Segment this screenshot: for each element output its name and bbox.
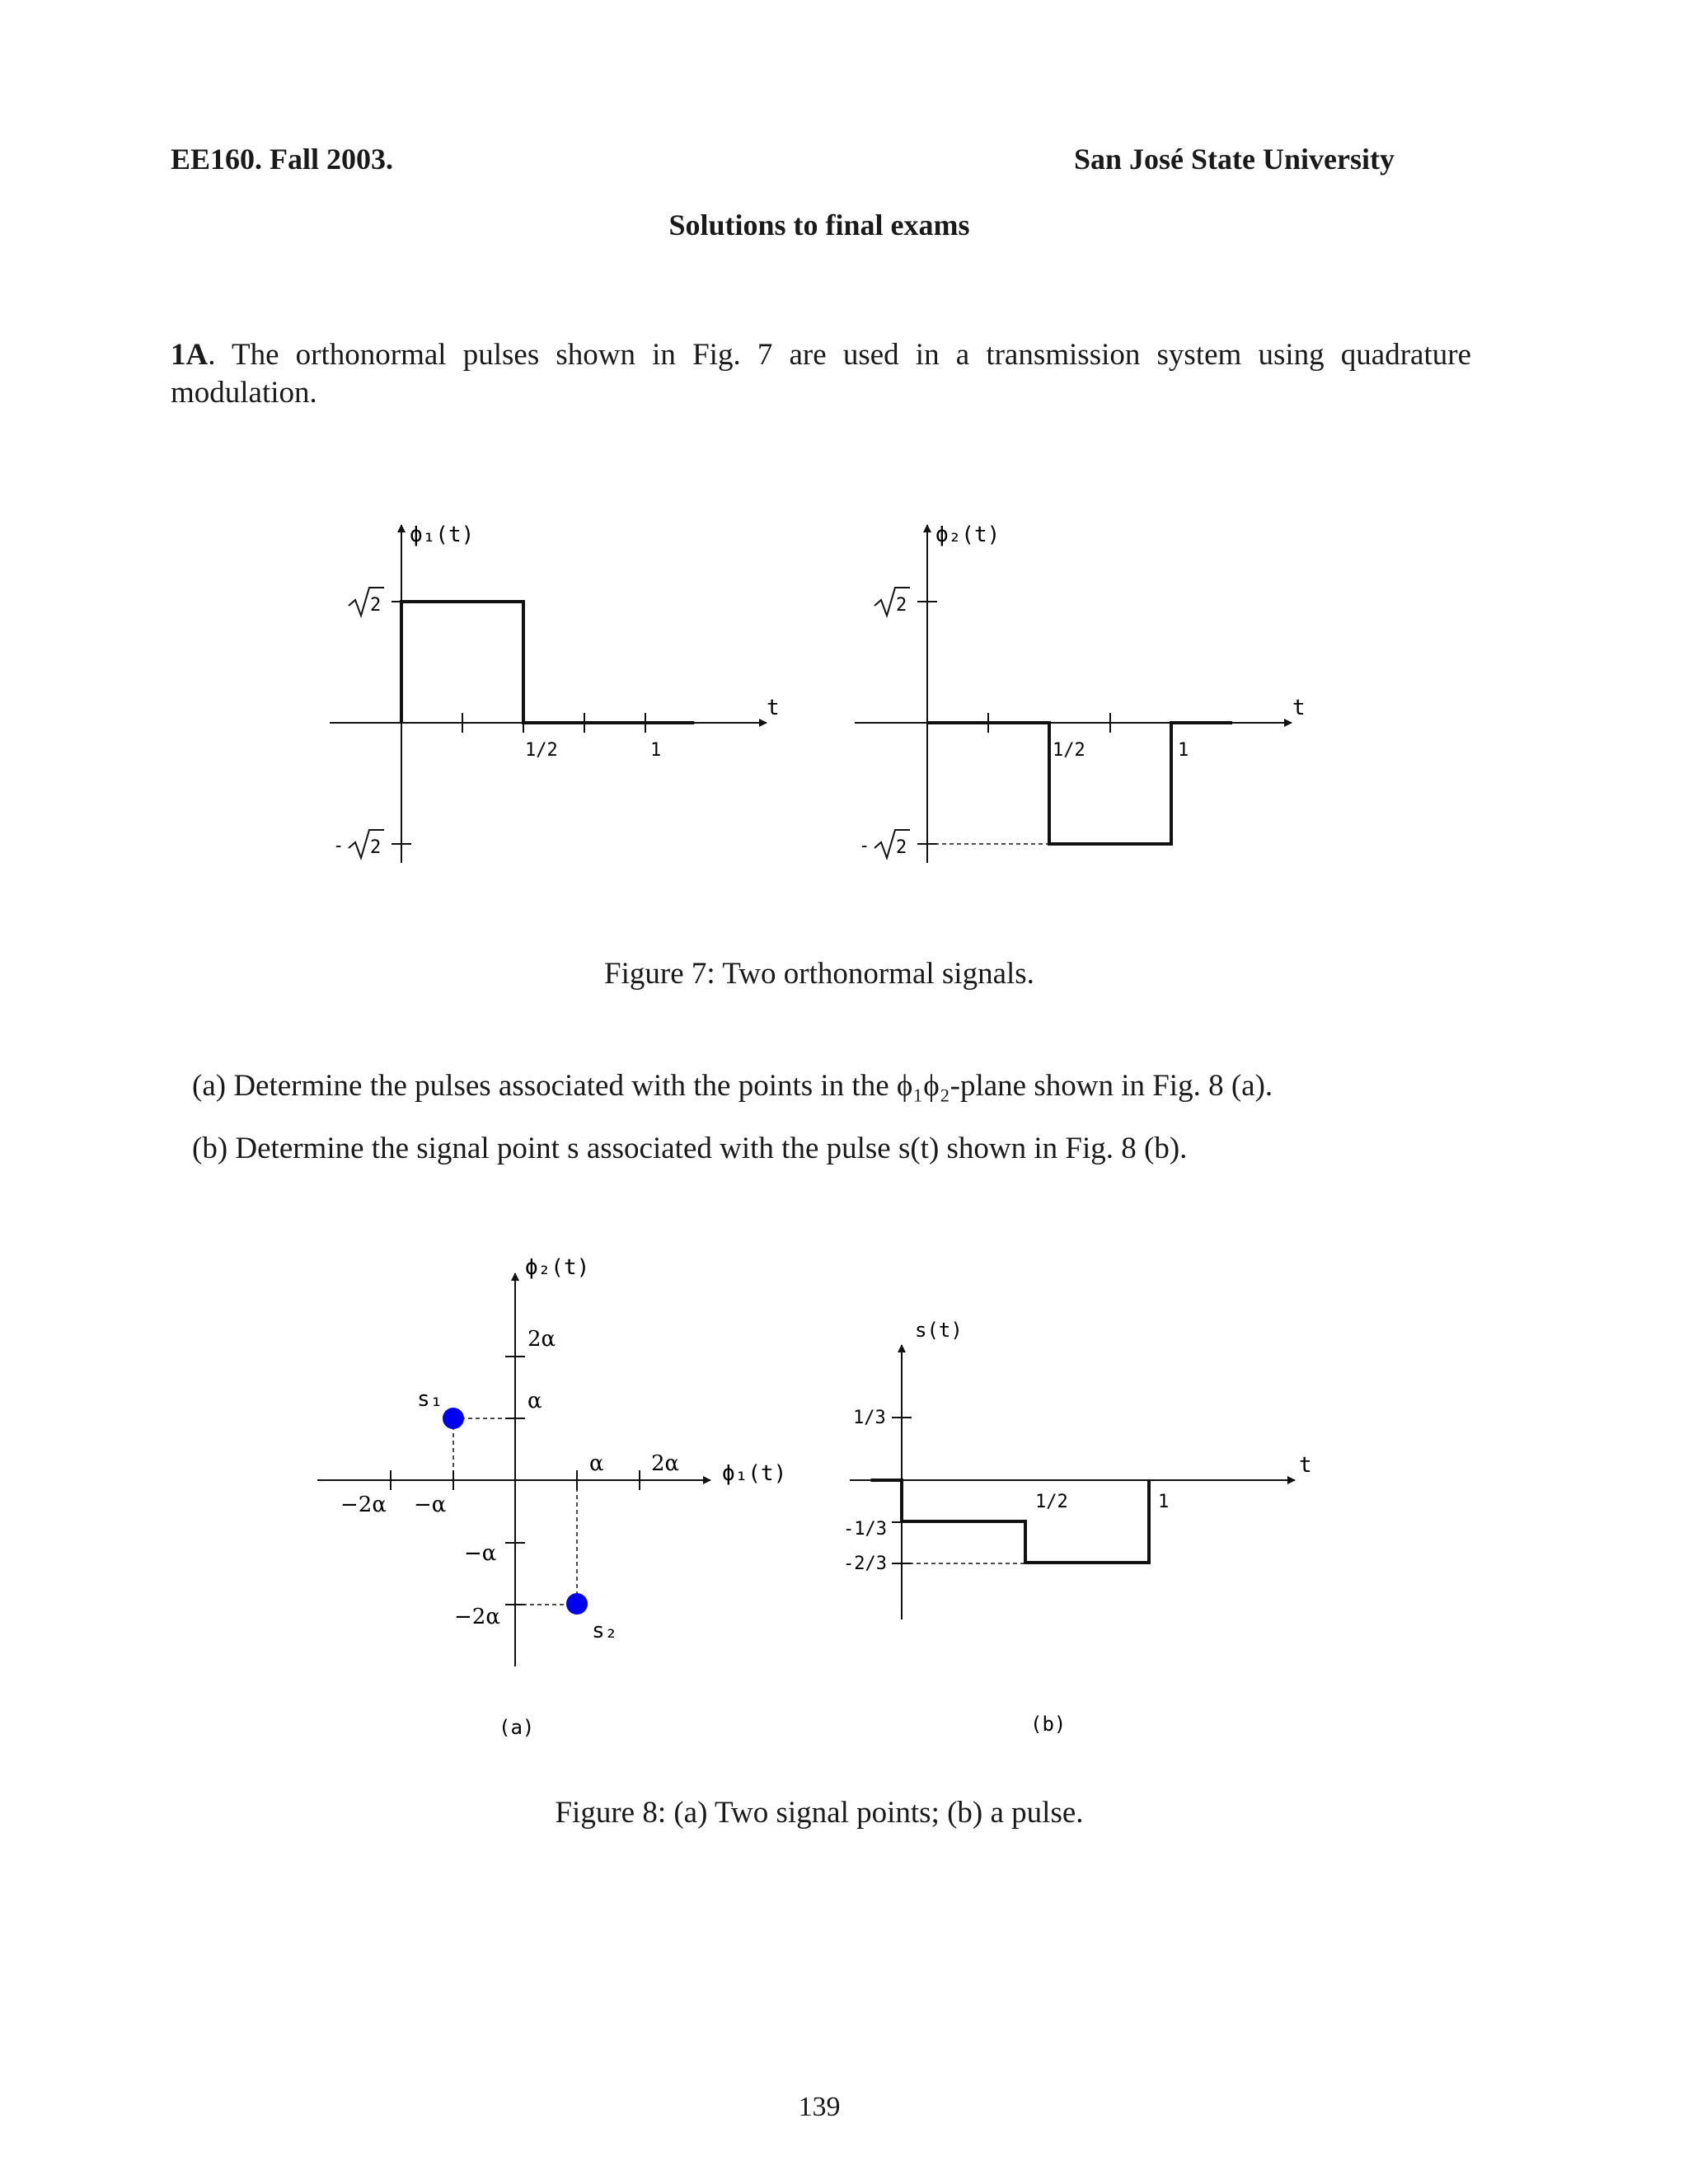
sqrt2-value: 2	[896, 595, 907, 616]
phi2-label: ϕ₂(t)	[935, 523, 1001, 547]
neg-sign: -	[859, 836, 870, 856]
fig7-right-t-label: t	[1292, 696, 1306, 720]
neg-sign: -	[333, 836, 345, 856]
ytick-1-3: 1/3	[853, 1408, 886, 1428]
xtick-alpha: α	[589, 1451, 604, 1476]
signal-point-s1	[443, 1408, 464, 1429]
page-title: Solutions to final exams	[668, 209, 970, 241]
ytick-minus-1-3: -1/3	[843, 1519, 887, 1540]
fig8b-half-label: 1/2	[1035, 1492, 1068, 1512]
ytick-minus-alpha: −α	[464, 1541, 497, 1566]
sqrt2-symbol	[349, 830, 384, 858]
header-university: San José State University	[1074, 143, 1395, 176]
fig7-right-half-label: 1/2	[1053, 740, 1085, 761]
fig7-left-one-label: 1	[650, 740, 662, 761]
figure8-caption: Figure 8: (a) Two signal points; (b) a pulse.	[555, 1796, 1084, 1830]
fig7-right-one-label: 1	[1178, 740, 1189, 761]
sqrt2-symbol	[349, 588, 384, 616]
ytick-minus-2alpha: −2α	[454, 1605, 500, 1629]
sqrt2-symbol	[874, 588, 910, 616]
fig8b-sublabel: (b)	[1030, 1713, 1067, 1736]
fig8a-sublabel: (a)	[499, 1716, 535, 1739]
problem-id: 1A	[171, 338, 209, 372]
fig7-right	[855, 523, 1306, 863]
s2-label: s₂	[592, 1619, 618, 1643]
fig8b-t-label: t	[1299, 1453, 1312, 1478]
signal-point-s2	[566, 1593, 588, 1615]
fig8b	[843, 1319, 1312, 1736]
problem-text: . The orthonormal pulses shown in Fig. 7 are used in a transmission system using quadrature modulation.	[171, 338, 1471, 410]
s1-label: s₁	[417, 1387, 443, 1412]
sqrt2-value: 2	[370, 595, 382, 616]
fig7-left-half-label: 1/2	[525, 740, 558, 761]
fig8b-one-label: 1	[1158, 1492, 1170, 1512]
fig7-left-t-label: t	[767, 696, 780, 720]
ytick-alpha: α	[528, 1389, 542, 1413]
page-number: 139	[798, 2092, 841, 2122]
header-course: EE160. Fall 2003.	[171, 143, 394, 176]
xtick-minus-alpha: −α	[414, 1493, 447, 1517]
fig8b-y-label: s(t)	[915, 1319, 963, 1342]
sqrt2-value: 2	[370, 837, 382, 858]
figure7-caption: Figure 7: Two orthonormal signals.	[604, 957, 1034, 991]
xtick-2alpha: 2α	[651, 1451, 680, 1476]
sqrt2-value: 2	[896, 837, 907, 858]
fig8a-phi1-label: ϕ₁(t)	[722, 1461, 787, 1486]
question-b: (b) Determine the signal point s associated with the pulse s(t) shown in Fig. 8 (b).	[192, 1132, 1188, 1165]
question-a: (a) Determine the pulses associated with the points in the ϕ₁ϕ₂-plane shown in Fig. 8 (a).	[192, 1069, 1273, 1103]
sqrt2-symbol	[874, 830, 910, 858]
fig8a	[317, 1255, 786, 1739]
phi1-label: ϕ₁(t)	[410, 523, 475, 547]
s-pulse	[871, 1480, 1150, 1563]
xtick-minus-2alpha: −2α	[340, 1493, 387, 1517]
phi1-pulse	[401, 602, 694, 723]
ytick-minus-2-3: -2/3	[843, 1554, 887, 1574]
ytick-2alpha: 2α	[528, 1327, 556, 1352]
fig7-left	[330, 523, 780, 863]
fig8a-phi2-label: ϕ₂(t)	[525, 1255, 590, 1280]
